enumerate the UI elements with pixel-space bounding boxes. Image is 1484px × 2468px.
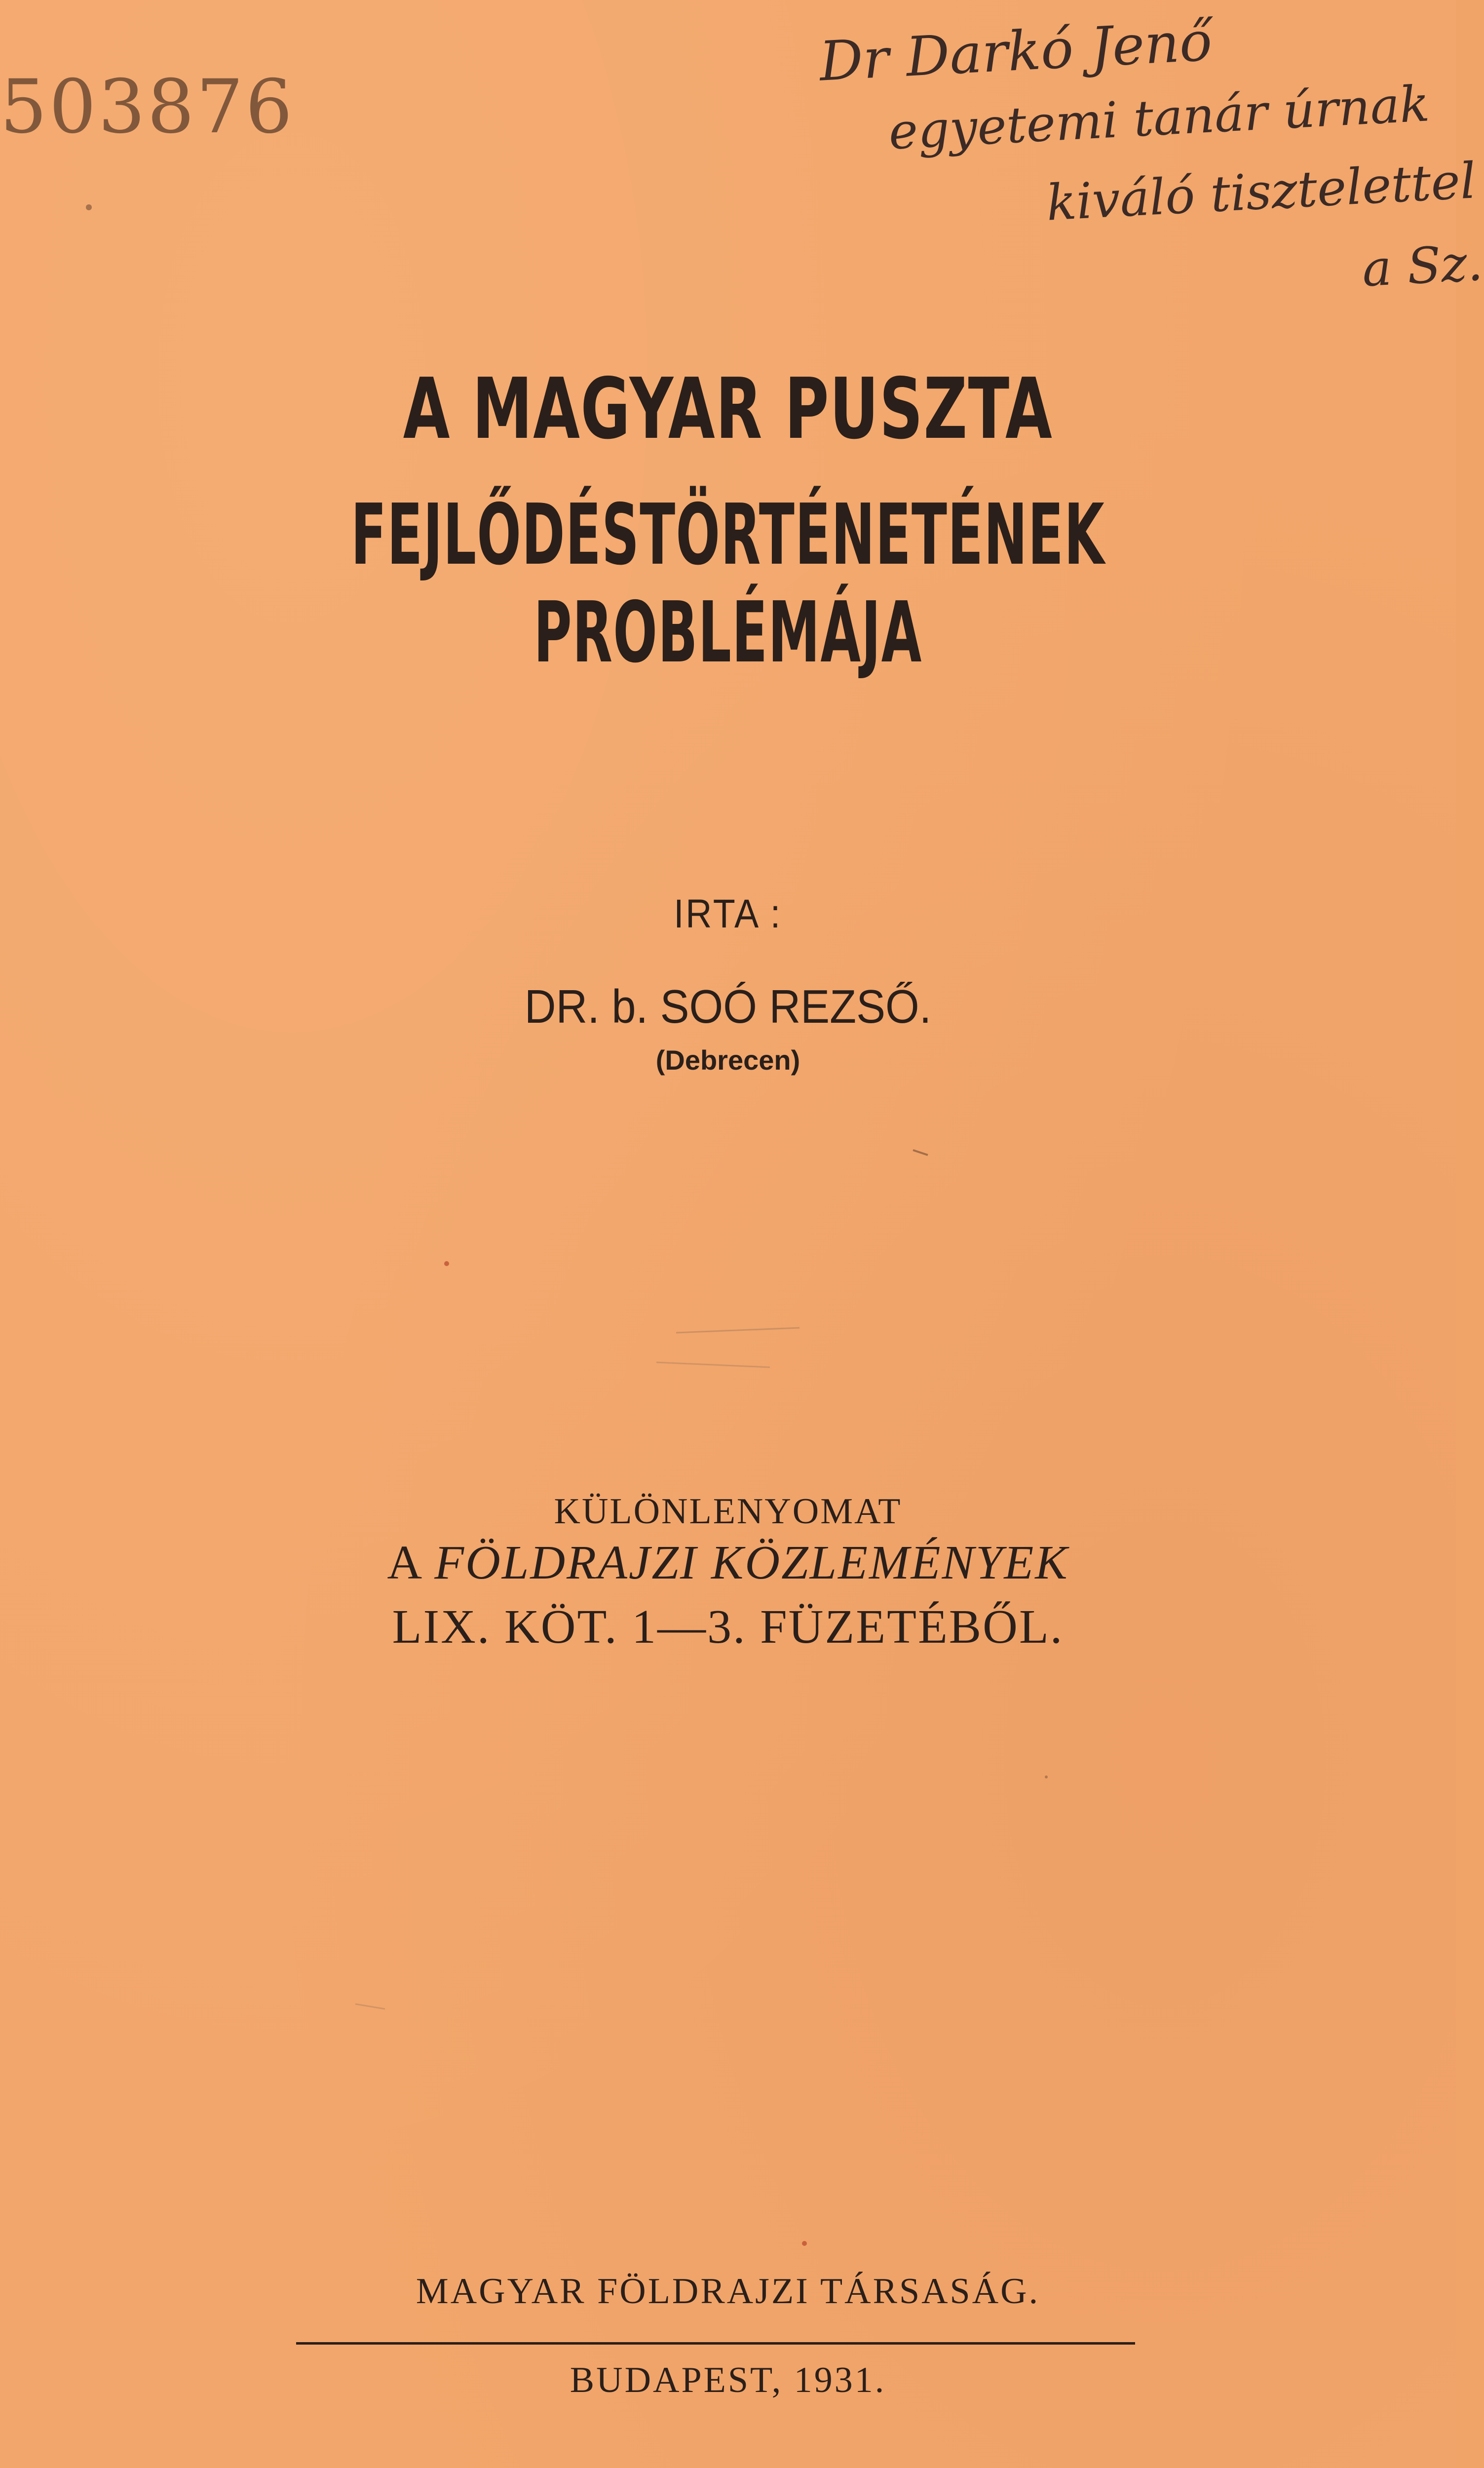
handwritten-dedication-line-3: kiváló tisztelettel <box>1045 152 1478 232</box>
handwritten-dedication-line-1: Dr Darkó Jenő <box>818 9 1214 93</box>
title-line-1: A MAGYAR PUSZTA <box>403 360 1053 458</box>
byline-label: IRTA : <box>674 891 782 936</box>
offprint-label: KÜLÖNLENYOMAT <box>554 1491 902 1532</box>
publisher: MAGYAR FÖLDRAJZI TÁRSASÁG. <box>416 2271 1040 2312</box>
handwritten-dedication-line-2: egyetemi tanár úrnak <box>887 75 1431 161</box>
author-location: (Debrecen) <box>655 1044 800 1076</box>
journal-title <box>0 1535 1456 1590</box>
journal-volume: LIX. KÖT. 1—3. FÜZETÉBŐL. <box>392 1600 1064 1654</box>
author-name: DR. b. SOÓ REZSŐ. <box>524 980 932 1033</box>
city-year: BUDAPEST, 1931. <box>570 2360 886 2400</box>
title-line-2: FEJLŐDÉSTÖRTÉNETÉNEK PROBLÉMÁJA <box>351 486 1105 682</box>
inventory-number-stamp: 503876 <box>0 64 295 150</box>
imprint-divider <box>296 2342 1135 2345</box>
journal-name: FÖLDRAJZI KÖZLEMÉNYEK <box>434 1536 1069 1589</box>
handwritten-dedication-line-4: a Sz. <box>1361 233 1484 298</box>
journal-prefix: A <box>387 1536 435 1589</box>
